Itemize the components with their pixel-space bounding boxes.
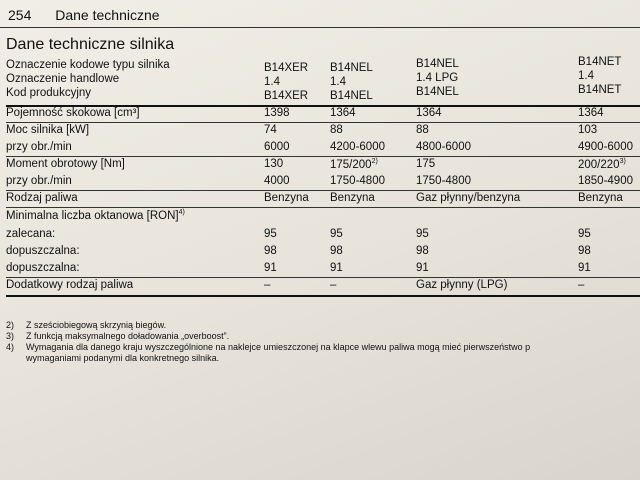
table-row [6, 70, 640, 88]
row-divider [6, 277, 640, 278]
cell: 98 [416, 245, 429, 257]
table-row [6, 175, 640, 189]
cell: 1.4 [264, 76, 280, 88]
cell: 98 [264, 245, 277, 257]
cell: 88 [416, 124, 429, 136]
cell: B14NEL [330, 90, 373, 102]
footnote [6, 320, 640, 331]
cell: 130 [264, 158, 284, 170]
cell: Benzyna [578, 192, 623, 204]
table-bottom-divider [6, 295, 640, 297]
cell: 1750-4800 [330, 175, 385, 187]
row-label: Oznaczenie kodowe typu silnika [6, 59, 170, 71]
page-header [8, 7, 160, 23]
cell: 175 [416, 158, 436, 170]
cell: 95 [264, 228, 277, 240]
table-row [6, 124, 640, 138]
footnote [6, 353, 640, 364]
table-row [6, 141, 640, 155]
cell: B14NET [578, 84, 622, 96]
footnote [6, 331, 640, 342]
cell-value: 175/200 [330, 158, 372, 171]
cell: – [264, 279, 271, 291]
cell: 1850-4900 [578, 175, 633, 187]
cell: 91 [416, 262, 429, 274]
table-row [6, 228, 640, 242]
row-label: przy obr./min [6, 141, 72, 153]
cell: 6000 [264, 141, 290, 153]
cell: 74 [264, 124, 277, 136]
cell: 1364 [578, 107, 604, 119]
cell: 103 [578, 124, 598, 136]
page-number: 254 [8, 7, 32, 23]
row-label: przy obr./min [6, 175, 72, 187]
engine-data-table [6, 56, 640, 297]
cell: 88 [330, 124, 343, 136]
row-label: Oznaczenie handlowe [6, 73, 120, 85]
row-divider [6, 122, 640, 123]
row-divider [6, 207, 640, 208]
cell: B14XER [264, 90, 309, 102]
cell: 91 [264, 262, 277, 274]
footnote-text: Wymagania dla danego kraju wyszczególnione na naklejce umieszczonej na klapce wlewu paliwa mogą mieć pierwszeństwo p [26, 342, 531, 352]
cell: B14NEL [330, 62, 373, 74]
cell: 1750-4800 [416, 175, 471, 187]
cell: 95 [578, 228, 591, 240]
table-row [6, 209, 640, 223]
cell: Benzyna [264, 192, 309, 204]
table-row [6, 107, 640, 121]
table-row [6, 245, 640, 259]
cell: B14NEL [416, 86, 459, 98]
footnote-text: Z sześciobiegową skrzynią biegów. [26, 320, 167, 330]
cell: 1.4 [578, 70, 594, 82]
cell: 4000 [264, 175, 290, 187]
row-label: Rodzaj paliwa [6, 192, 78, 204]
cell: 95 [416, 228, 429, 240]
row-divider [6, 190, 640, 191]
row-label: Dodatkowy rodzaj paliwa [6, 279, 134, 291]
cell: B14NET [578, 56, 622, 68]
cell: 98 [330, 245, 343, 257]
cell [330, 158, 378, 171]
cell: 1398 [264, 107, 290, 119]
row-divider [6, 156, 640, 157]
row-label: Kod produkcyjny [6, 87, 92, 99]
cell: 1364 [330, 107, 356, 119]
table-row [6, 262, 640, 276]
cell: B14XER [264, 62, 309, 74]
cell: – [330, 279, 337, 291]
footnote-number: 4) [6, 342, 15, 352]
cell: 4200-6000 [330, 141, 385, 153]
footnote-ref: 4) [178, 209, 185, 216]
section-title: Dane techniczne [55, 7, 160, 23]
cell [578, 158, 626, 171]
row-label [6, 209, 185, 222]
table-row [6, 84, 640, 102]
cell: 1.4 LPG [416, 72, 459, 84]
cell: 4900-6000 [578, 141, 633, 153]
table-row [6, 56, 640, 74]
cell: 91 [578, 262, 591, 274]
table-row [6, 279, 640, 293]
table-row [6, 192, 640, 206]
cell: 4800-6000 [416, 141, 471, 153]
table-row [6, 158, 640, 172]
row-label: zalecana: [6, 228, 56, 240]
footnote-text: wymaganiami podanymi dla konkretnego silnika. [26, 353, 220, 363]
footnote-number: 2) [6, 320, 15, 330]
row-label: Moc silnika [kW] [6, 124, 90, 136]
cell: 1364 [416, 107, 442, 119]
cell: 95 [330, 228, 343, 240]
footnote [6, 342, 640, 353]
cell: Benzyna [330, 192, 375, 204]
cell: 91 [330, 262, 343, 274]
page-title: Dane techniczne silnika [6, 36, 175, 53]
cell: Gaz płynny/benzyna [416, 192, 521, 204]
header-divider [0, 27, 640, 28]
row-label: Pojemność skokowa [cm³] [6, 107, 140, 119]
row-label: dopuszczalna: [6, 245, 80, 257]
footnote-text: Z funkcją maksymalnego doładowania „overboost”. [26, 331, 230, 341]
cell-value: 200/220 [578, 158, 620, 171]
footnote-ref: 2) [371, 158, 378, 165]
footnote-number: 3) [6, 331, 15, 341]
cell: 1.4 [330, 76, 346, 88]
cell: – [578, 279, 585, 291]
row-label: dopuszczalna: [6, 262, 80, 274]
footnote-ref: 3) [619, 158, 626, 165]
footnotes [6, 320, 640, 364]
cell: 98 [578, 245, 591, 257]
cell: Gaz płynny (LPG) [416, 279, 508, 291]
row-label: Moment obrotowy [Nm] [6, 158, 125, 170]
cell: B14NEL [416, 58, 459, 70]
row-label-text: Minimalna liczba oktanowa [RON] [6, 209, 179, 222]
